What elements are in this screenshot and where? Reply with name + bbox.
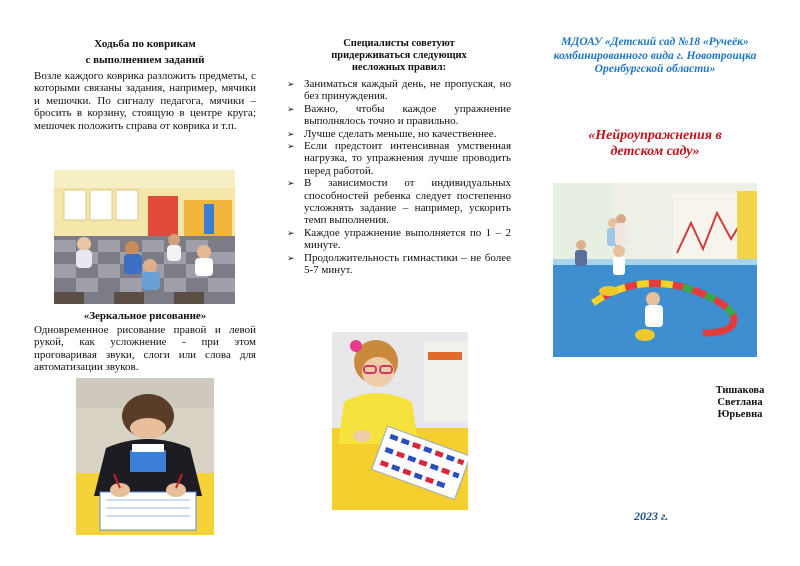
bullet-arrow-icon: ➢ — [287, 227, 295, 238]
author-name: Светлана — [717, 397, 763, 408]
mirror-title: «Зеркальное рисование» — [83, 310, 207, 322]
year-label: 2023 г. — [634, 509, 669, 523]
list-item: ➢ Заниматься каждый день, не пропуская, но без принуждения. — [287, 78, 511, 103]
gym-exercise-photo — [553, 183, 757, 357]
rules-title: Специалисты советуют придерживаться следующих несложных правил: — [331, 38, 467, 73]
list-item: ➢ В зависимости от индивидуальных способностей ребенка следует постепенно усложнять задание – например, ускорить темп выполнения. — [287, 177, 511, 227]
bullet-arrow-icon: ➢ — [287, 252, 295, 263]
mirror-drawing-photo — [76, 378, 214, 535]
walk-subtitle: с выполнением заданий — [85, 54, 205, 66]
children-mats-photo — [54, 170, 235, 304]
list-item: ➢ Если предстоит интенсивная умственная нагрузка, то упражнения лучше проводить перед работой. — [287, 140, 511, 177]
bullet-arrow-icon: ➢ — [287, 103, 295, 114]
list-item: ➢ Важно, чтобы каждое упражнение выполнялось точно и правильно. — [287, 102, 511, 128]
rules-list — [287, 78, 511, 277]
bullet-arrow-icon: ➢ — [287, 79, 295, 89]
walk-text: Возле каждого коврика разложить предметы, с которыми связаны задания, например, мячики и мешочки. По сигналу педагога, мячики – бросить в корзину, стоящую в центре круга; мешочек положить справа от коврика и т.п. — [34, 70, 256, 132]
list-item: ➢ Продолжительность гимнастики – не более 5-7 минут. — [287, 251, 511, 277]
bullet-arrow-icon: ➢ — [287, 178, 295, 189]
bullet-arrow-icon: ➢ — [287, 141, 295, 152]
bullet-arrow-icon: ➢ — [287, 128, 295, 139]
author-surname: Тишакова — [715, 385, 765, 396]
list-item: ➢ Лучше сделать меньше, но качественнее. — [287, 127, 497, 140]
organization-name: МДОАУ «Детский сад №18 «Ручеёк» комбинированного вида г. Новотроицка Оренбургской области» — [553, 36, 757, 75]
brochure-title: «Нейроупражнения в детском саду» — [588, 128, 722, 159]
walk-title: Ходьба по коврикам — [94, 38, 196, 50]
list-item: ➢ Каждое упражнение выполняется по 1 – 2 минуте. — [287, 226, 511, 252]
girl-cards-photo — [332, 332, 468, 510]
mirror-text: Одновременное рисование правой и левой рукой, как усложнение - при этом проговаривая звуки, слоги или слова для автоматизации звуков. — [34, 324, 256, 374]
author-patronymic: Юрьевна — [717, 409, 763, 420]
